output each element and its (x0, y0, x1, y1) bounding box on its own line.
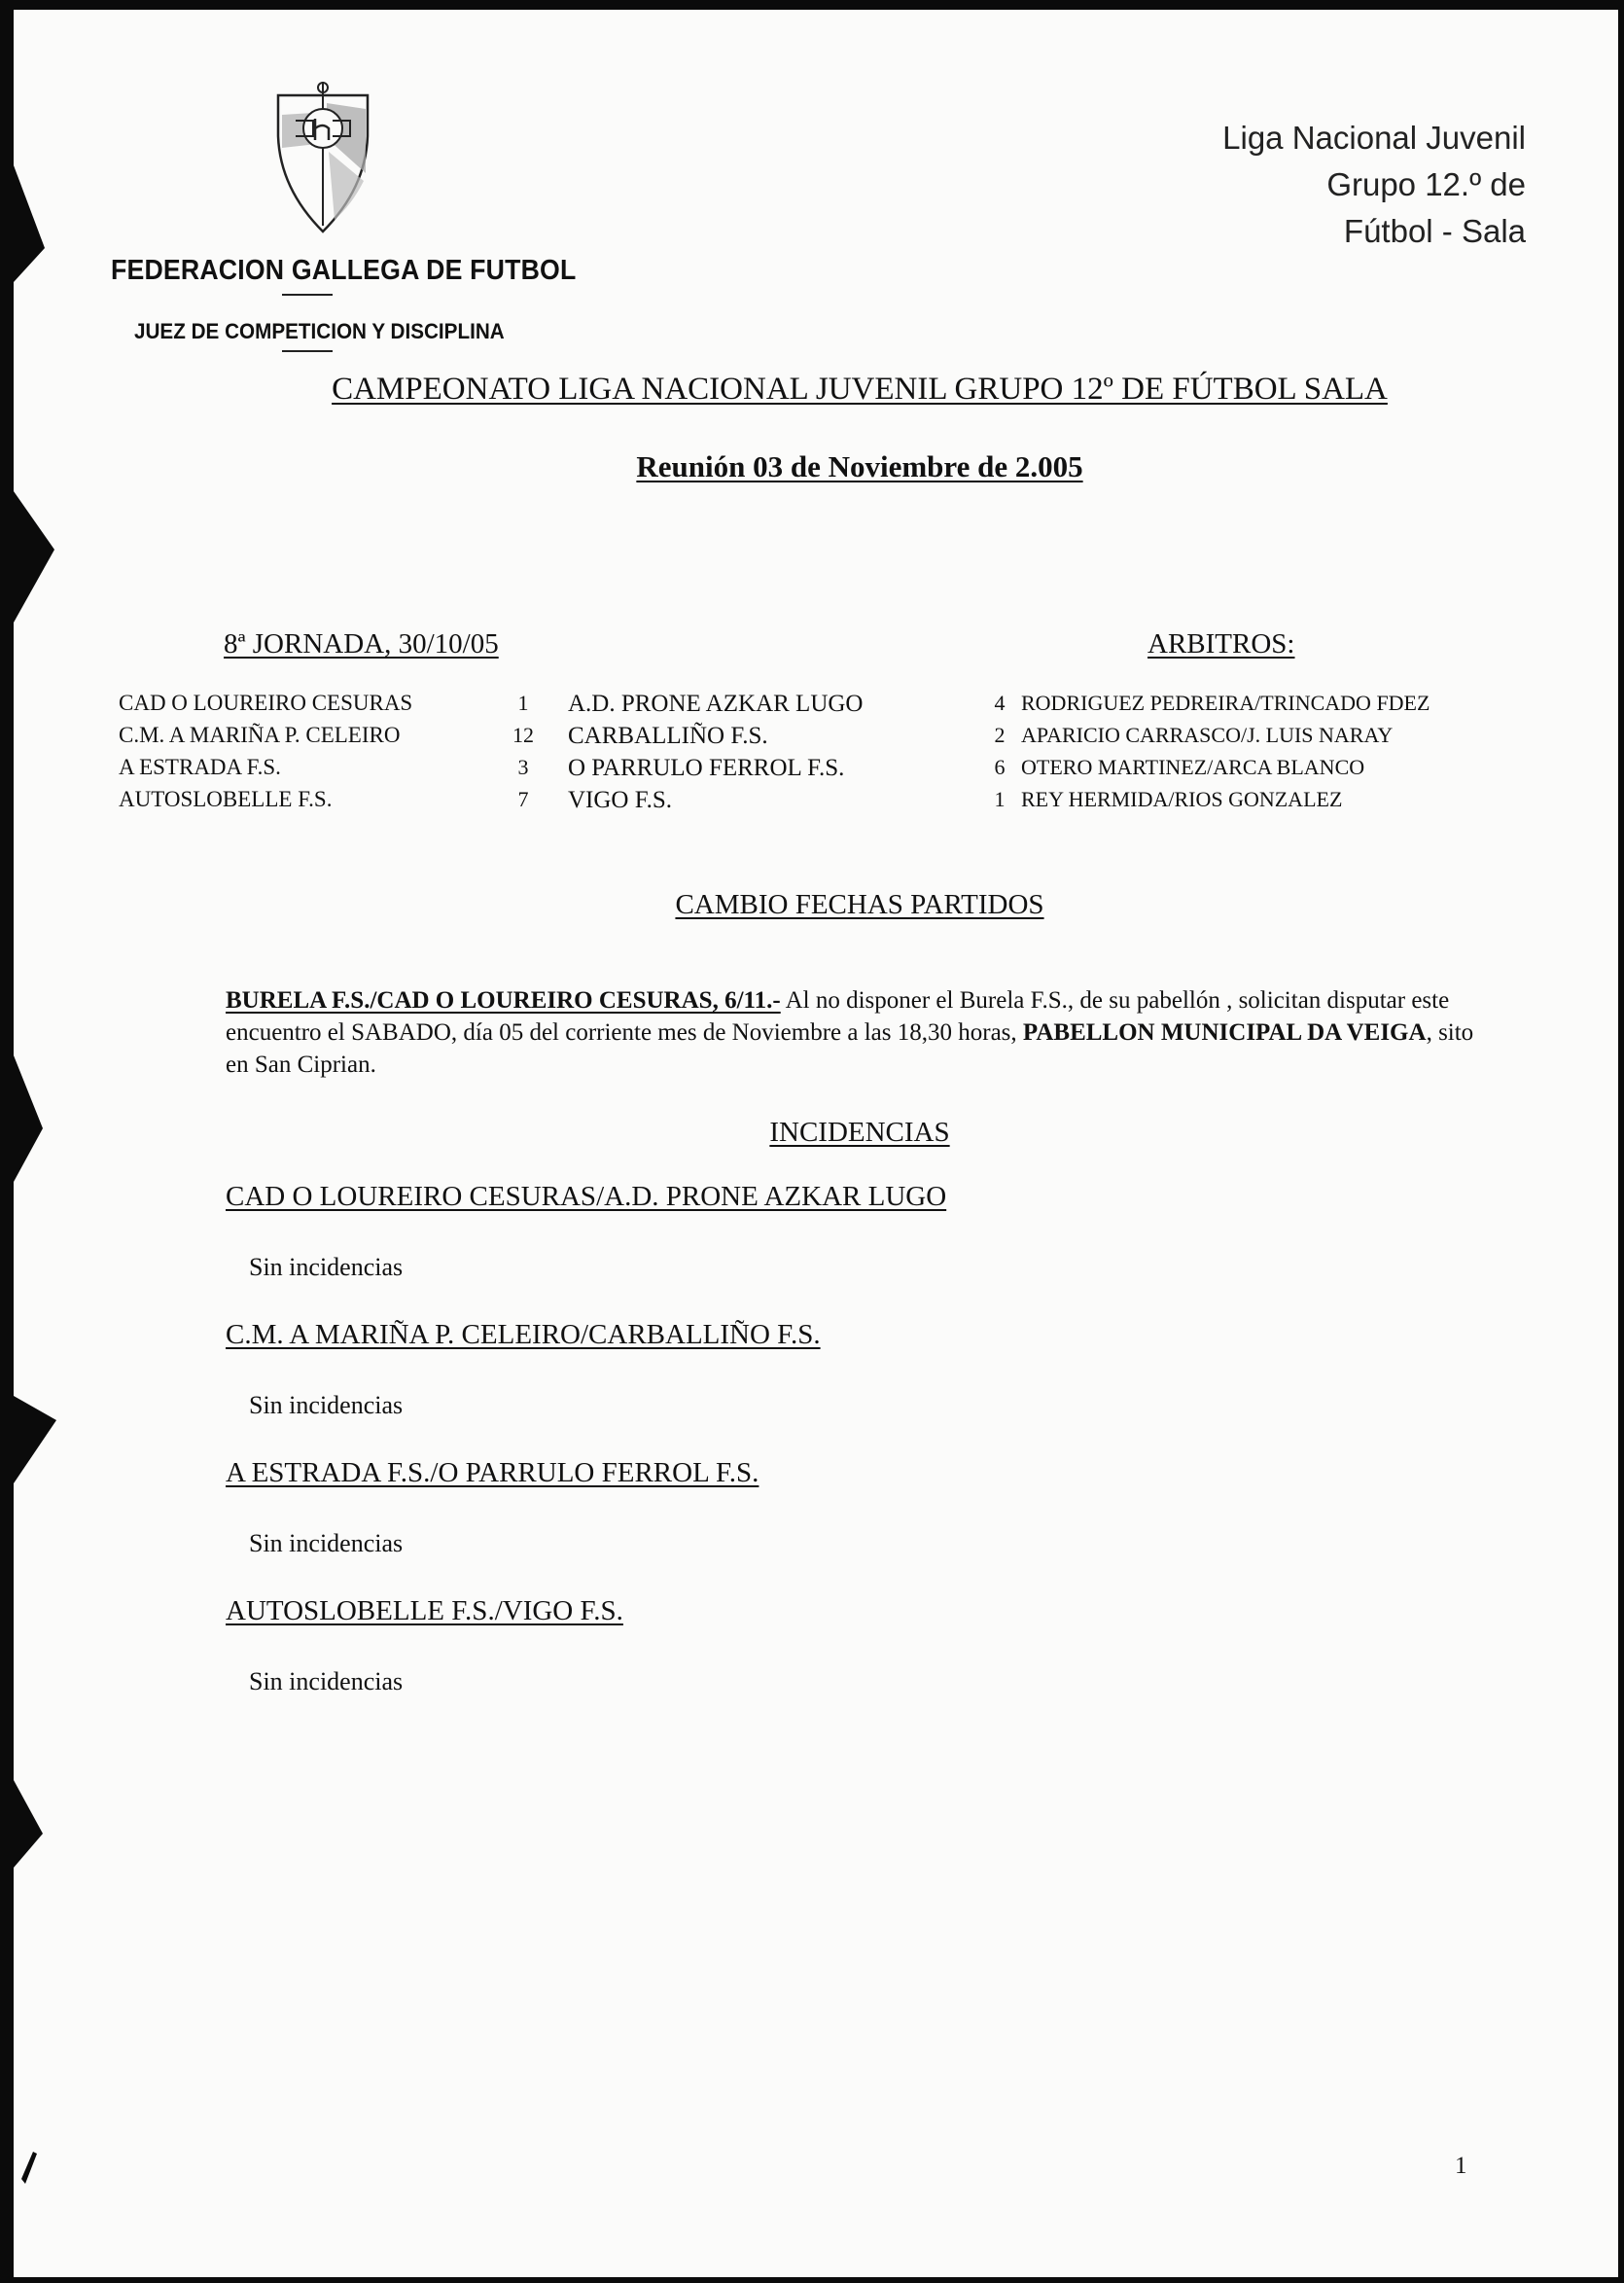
result-row (119, 691, 1558, 723)
referees-heading: ARBITROS: (1147, 628, 1295, 660)
incident-match-title: C.M. A MARIÑA P. CELEIRO/CARBALLIÑO F.S. (226, 1319, 821, 1350)
divider (282, 294, 333, 296)
document-title-text: CAMPEONATO LIGA NACIONAL JUVENIL GRUPO 12º DE FÚTBOL SALA (332, 372, 1388, 407)
schedule-change-text: Al no disponer el Burela F.S., de su pabellón , solicitan disputar este encuentro el SABADO, día 05 del corriente mes de Noviembre a las 18,30 horas, (226, 987, 1450, 1046)
schedule-change-heading (14, 889, 1618, 921)
home-score: 3 (517, 755, 529, 779)
incident-match-title: CAD O LOUREIRO CESURAS/A.D. PRONE AZKAR LUGO (226, 1181, 947, 1212)
home-team: A ESTRADA F.S. (119, 755, 281, 779)
schedule-change-match: BURELA F.S./CAD O LOUREIRO CESURAS, 6/11.- (226, 987, 781, 1014)
incident-match-title: A ESTRADA F.S./O PARRULO FERROL F.S. (226, 1457, 759, 1488)
referees: OTERO MARTINEZ/ARCA BLANCO (1021, 755, 1365, 779)
referees: APARICIO CARRASCO/J. LUIS NARAY (1021, 723, 1394, 747)
away-score: 4 (994, 691, 1006, 715)
divider (282, 350, 333, 352)
incident-status: Sin incidencias (249, 1529, 404, 1557)
league-line: Fútbol - Sala (1343, 213, 1526, 249)
home-team: AUTOSLOBELLE F.S. (119, 787, 333, 811)
referees: REY HERMIDA/RIOS GONZALEZ (1021, 787, 1343, 811)
league-block (1222, 115, 1526, 255)
incident-status: Sin incidencias (249, 1391, 404, 1419)
page-number: 1 (1455, 2153, 1467, 2179)
document-title (14, 372, 1618, 408)
result-row (119, 723, 1558, 755)
schedule-change-text-end: , sito en San Ciprian. (226, 1019, 1474, 1078)
away-team: O PARRULO FERROL F.S. (568, 755, 845, 781)
home-score: 7 (517, 787, 529, 811)
document-page (14, 10, 1618, 2277)
away-team: VIGO F.S. (568, 787, 673, 813)
meeting-date (14, 449, 1618, 484)
incident-match-title: AUTOSLOBELLE F.S./VIGO F.S. (226, 1595, 623, 1626)
away-score: 6 (994, 755, 1006, 779)
results-table (119, 691, 1558, 819)
result-row (119, 755, 1558, 787)
scan-edge-artifact (0, 0, 58, 2283)
incident-status: Sin incidencias (249, 1253, 404, 1281)
federation-name: FEDERACION GALLEGA DE FUTBOL (111, 255, 577, 286)
away-team: CARBALLIÑO F.S. (568, 723, 768, 749)
away-team: A.D. PRONE AZKAR LUGO (568, 691, 864, 717)
round-heading: 8ª JORNADA, 30/10/05 (224, 628, 499, 660)
schedule-change-paragraph (226, 984, 1490, 1081)
league-line: Grupo 12.º de (1326, 166, 1526, 202)
away-score: 1 (994, 787, 1006, 811)
home-team: CAD O LOUREIRO CESURAS (119, 691, 413, 715)
home-score: 1 (517, 691, 529, 715)
incidents-heading (14, 1117, 1618, 1149)
meeting-date-text: Reunión 03 de Noviembre de 2.005 (636, 449, 1083, 483)
schedule-change-heading-text: CAMBIO FECHAS PARTIDOS (675, 889, 1044, 920)
away-score: 2 (994, 723, 1006, 747)
schedule-change-venue: PABELLON MUNICIPAL DA VEIGA (1022, 1019, 1427, 1046)
incidents-heading-text: INCIDENCIAS (769, 1117, 950, 1148)
result-row (119, 787, 1558, 819)
federation-crest-logo (274, 80, 371, 233)
incident-status: Sin incidencias (249, 1667, 404, 1695)
home-team: C.M. A MARIÑA P. CELEIRO (119, 723, 401, 747)
office-name: JUEZ DE COMPETICION Y DISCIPLINA (134, 319, 505, 343)
home-score: 12 (512, 723, 534, 747)
referees: RODRIGUEZ PEDREIRA/TRINCADO FDEZ (1021, 691, 1430, 715)
league-line: Liga Nacional Juvenil (1222, 120, 1526, 156)
